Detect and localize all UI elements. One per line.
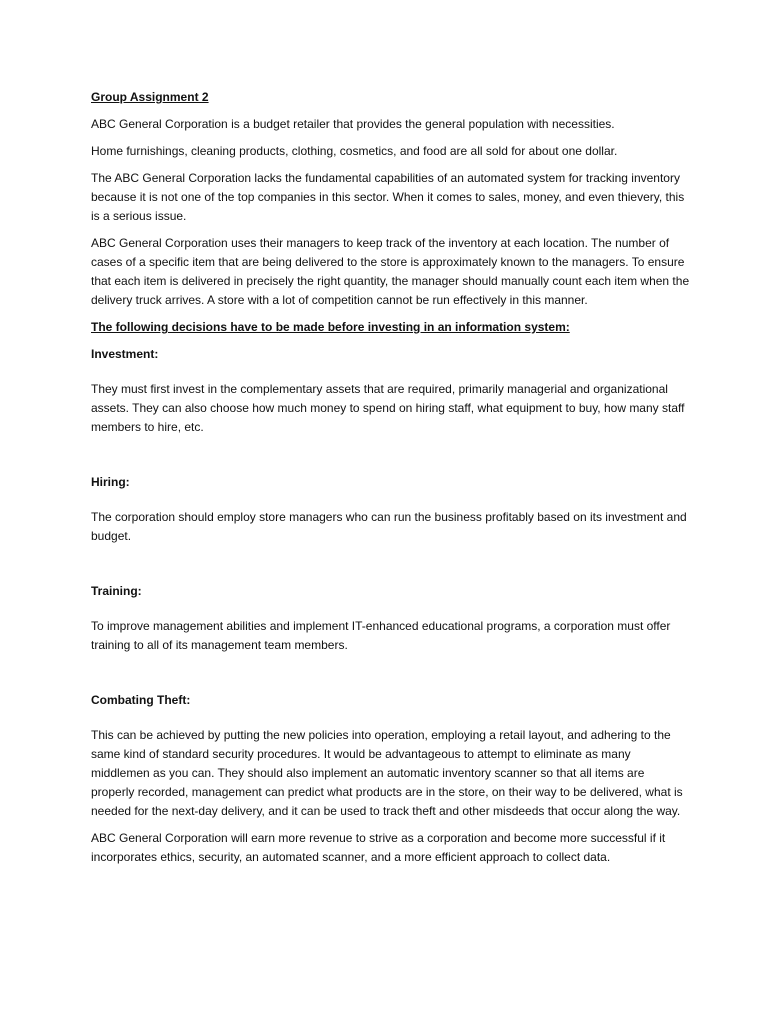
section-heading-hiring: Hiring:: [91, 475, 130, 489]
intro-paragraph-4: ABC General Corporation uses their managers to keep track of the inventory at each location. The number of cases of a specific item that are being delivered to the store is approximately known to the managers. To ensure that each item is delivered in precisely the right quantity, the manager should manually count each item when the delivery truck arrives. A store with a lot of competition cannot be run effectively in this manner.: [91, 236, 690, 307]
section-body-combating-theft: This can be achieved by putting the new policies into operation, employing a retail layout, and adhering to the same kind of standard security procedures. It would be advantageous to attempt to eliminate as many middlemen as you can. They should also implement an automatic inventory scanner so that all items are properly recorded, management can predict what products are in the store, on their way to be delivered, what is needed for the next-day delivery, and it can be used to track theft and other misdeeds that occur along the way.: [91, 728, 683, 818]
section-body-hiring: The corporation should employ store managers who can run the business profitably based on its investment and budget.: [91, 510, 687, 543]
intro-paragraph-2: Home furnishings, cleaning products, clothing, cosmetics, and food are all sold for about one dollar.: [91, 144, 618, 158]
section-body-investment: They must first invest in the complementary assets that are required, primarily managerial and organizational assets. They can also choose how much money to spend on hiring staff, what equipment to buy, how many staff members to hire, etc.: [91, 382, 685, 434]
decisions-heading: The following decisions have to be made before investing in an information system:: [91, 320, 570, 334]
document-title: Group Assignment 2: [91, 90, 209, 104]
section-heading-combating-theft: Combating Theft:: [91, 693, 191, 707]
intro-paragraph-1: ABC General Corporation is a budget retailer that provides the general population with necessities.: [91, 117, 615, 131]
conclusion-paragraph: ABC General Corporation will earn more revenue to strive as a corporation and become more successful if it incorporates ethics, security, an automated scanner, and a more efficient approach to collect data.: [91, 831, 666, 864]
section-body-training: To improve management abilities and implement IT-enhanced educational programs, a corporation must offer training to all of its management team members.: [91, 619, 671, 652]
section-heading-training: Training:: [91, 584, 142, 598]
document-page: [91, 88, 691, 875]
intro-paragraph-3: The ABC General Corporation lacks the fundamental capabilities of an automated system for tracking inventory because it is not one of the top companies in this sector. When it comes to sales, money, and even thievery, this is a serious issue.: [91, 171, 685, 223]
section-heading-investment: Investment:: [91, 347, 159, 361]
